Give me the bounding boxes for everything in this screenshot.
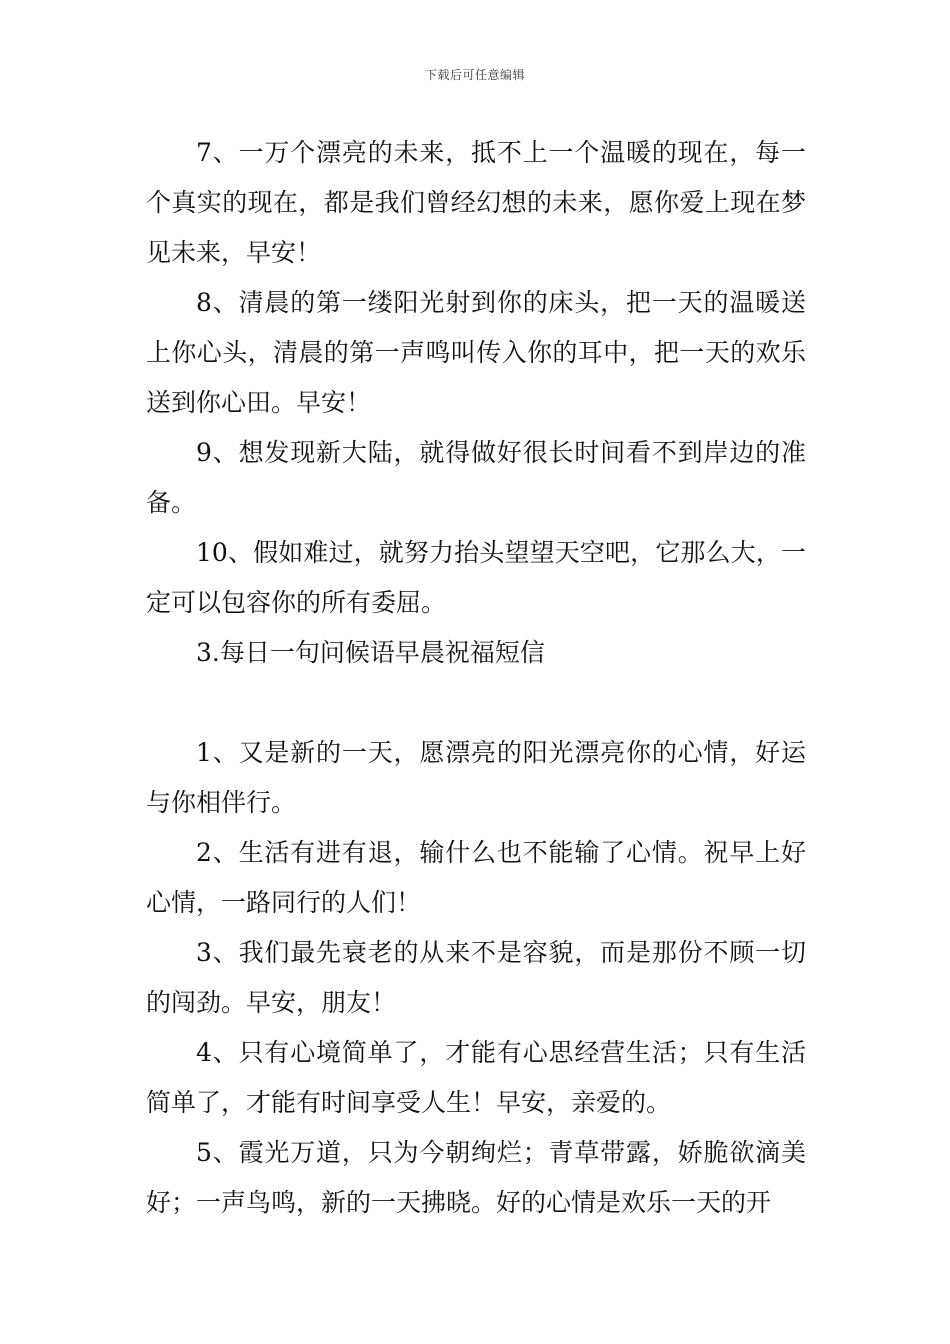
greeting-5: 5、霞光万道，只为今朝绚烂；青草带露，娇脆欲滴美好；一声鸟鸣，新的一天拂晓。好的心情是欢乐一天的开: [146, 1138, 806, 1217]
section-spacer: [146, 678, 806, 728]
document-body: [146, 128, 806, 1228]
page-header-note: 下载后可任意编辑: [424, 68, 525, 82]
paragraph-10: 10、假如难过，就努力抬头望望天空吧，它那么大，一定可以包容你的所有委屈。: [146, 538, 806, 617]
greeting-2: 2、生活有进有退，输什么也不能输了心情。祝早上好心情，一路同行的人们！: [146, 838, 806, 917]
greeting-4: 4、只有心境简单了，才能有心思经营生活；只有生活简单了，才能有时间享受人生！早安，亲爱的。: [146, 1038, 806, 1117]
section-heading: 3.每日一句问候语早晨祝福短信: [196, 638, 545, 667]
paragraph-7: 7、一万个漂亮的未来，抵不上一个温暖的现在，每一个真实的现在，都是我们曾经幻想的未来，愿你爱上现在梦见未来，早安！: [146, 138, 806, 267]
paragraph-8: 8、清晨的第一缕阳光射到你的床头，把一天的温暖送上你心头，清晨的第一声鸣叫传入你的耳中，把一天的欢乐送到你心田。早安！: [146, 288, 806, 417]
paragraph-9: 9、想发现新大陆，就得做好很长时间看不到岸边的准备。: [146, 438, 806, 517]
greeting-1: 1、又是新的一天，愿漂亮的阳光漂亮你的心情，好运与你相伴行。: [146, 738, 806, 817]
greeting-3: 3、我们最先衰老的从来不是容貌，而是那份不顾一切的闯劲。早安，朋友！: [146, 938, 806, 1017]
